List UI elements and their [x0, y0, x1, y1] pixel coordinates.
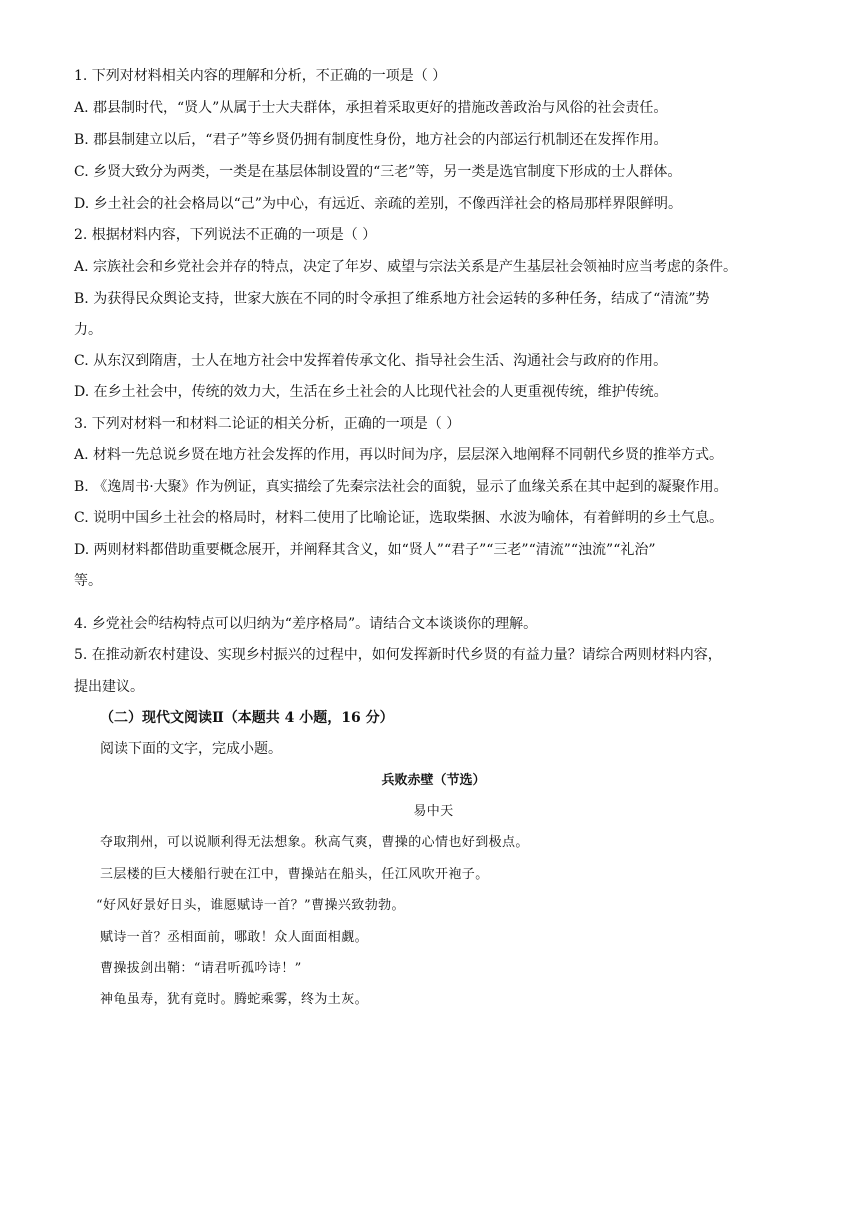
question-2-option-b-line1: B. 为获得民众舆论支持，世家大族在不同的时令承担了维系地方社会运转的多种任务，结成了“清流”势 [74, 291, 710, 307]
passage-paragraph: 赋诗一首？丞相面前，哪敢！众人面面相觑。 [100, 930, 369, 945]
passage-paragraph: 神龟虽寿，犹有竟时。腾蛇乘雾，终为土灰。 [100, 992, 369, 1007]
passage-paragraph: 三层楼的巨大楼船行驶在江中，曹操站在船头，任江风吹开袍子。 [100, 867, 489, 882]
passage-paragraph: “好风好景好日头，谁愿赋诗一首？”曹操兴致勃勃。 [96, 898, 405, 913]
question-5-line2: 提出建议。 [74, 679, 144, 695]
section-2-instruction: 阅读下面的文字，完成小题。 [100, 741, 282, 757]
question-1-option-c: C. 乡贤大致分为两类，一类是在基层体制设置的“三老”等，另一类是选官制度下形成的士人群体。 [74, 164, 682, 180]
passage-paragraph: 曹操拔剑出鞘：“请君听孤吟诗！” [100, 961, 302, 976]
question-4-text-end: 结构特点可以归纳为“差序格局”。请结合文本谈谈你的理解。 [158, 616, 538, 632]
question-4-text-start: 4. 乡党社会 [74, 616, 148, 632]
question-3-option-c: C. 说明中国乡土社会的格局时，材料二使用了比喻论证，选取柴捆、水波为喻体，有着鲜明的乡土气息。 [74, 510, 724, 526]
question-3-option-a: A. 材料一先总说乡贤在地方社会发挥的作用，再以时间为序，层层深入地阐释不同朝代乡贤的推举方式。 [74, 447, 724, 463]
question-3-option-d-line1: D. 两则材料都借助重要概念展开，并阐释其含义，如“贤人”“君子”“三老”“清流”“浊流”“礼治” [74, 542, 656, 558]
question-2-option-a: A. 宗族社会和乡党社会并存的特点，决定了年岁、威望与宗法关系是产生基层社会领袖时应当考虑的条件。 [74, 259, 738, 275]
question-3-option-d-line2: 等。 [74, 573, 102, 589]
question-2-option-d: D. 在乡土社会中，传统的效力大，生活在乡土社会的人比现代社会的人更重视传统，维护传统。 [74, 384, 668, 400]
question-2-option-b-line2: 力。 [74, 322, 102, 338]
question-1-option-d: D. 乡土社会的社会格局以“己”为中心，有远近、亲疏的差别，不像西洋社会的格局那样界限鲜明。 [74, 196, 682, 212]
question-1-option-a: A. 郡县制时代，“贤人”从属于士大夫群体，承担着采取更好的措施改善政治与风俗的社会责任。 [74, 100, 668, 116]
question-1-stem: 1. 下列对材料相关内容的理解和分析，不正确的一项是（ ） [74, 68, 447, 84]
question-2-option-c: C. 从东汉到隋唐，士人在地方社会中发挥着传承文化、指导社会生活、沟通社会与政府的作用。 [74, 353, 668, 369]
passage-title: 兵败赤壁（节选） [381, 773, 486, 788]
question-4 [74, 612, 794, 633]
passage-author: 易中天 [413, 804, 454, 819]
question-1-option-b: B. 郡县制建立以后，“君子”等乡贤仍拥有制度性身份，地方社会的内部运行机制还在发挥作用。 [74, 132, 668, 148]
passage-paragraph: 夺取荆州，可以说顺利得无法想象。秋高气爽，曹操的心情也好到极点。 [100, 835, 529, 850]
question-4-superscript: 的 [147, 614, 159, 627]
question-3-stem: 3. 下列对材料一和材料二论证的相关分析，正确的一项是（ ） [74, 416, 461, 432]
question-2-stem: 2. 根据材料内容，下列说法不正确的一项是（ ） [74, 227, 377, 243]
section-2-heading: （二）现代文阅读Ⅱ（本题共 4 小题，16 分） [100, 710, 394, 726]
question-5-line1: 5. 在推动新农村建设、实现乡村振兴的过程中，如何发挥新时代乡贤的有益力量？请综合两则材料内容， [74, 647, 722, 663]
question-3-option-b: B. 《逸周书·大聚》作为例证，真实描绘了先秦宗法社会的面貌，显示了血缘关系在其中起到的凝聚作用。 [74, 479, 728, 495]
